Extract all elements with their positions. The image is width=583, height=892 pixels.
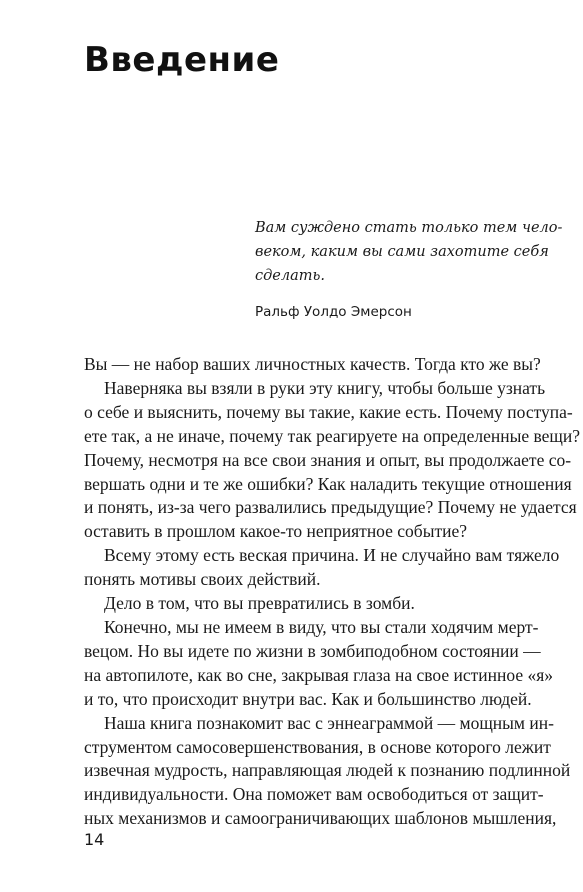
text-line: извечная мудрость, направляющая людей к познанию подлинной xyxy=(84,760,571,781)
text-line: на автопилоте, как во сне, закрывая глаза на свое истинное «я» xyxy=(84,664,554,685)
epigraph-line: сделать. xyxy=(255,268,326,284)
text-line: струментом самосовершенствования, в основе которого лежит xyxy=(84,736,551,757)
text-line: Наверняка вы взяли в руки эту книгу, чтобы больше узнать xyxy=(104,377,546,398)
text-line: и понять, из-за чего развалились предыдущие? Почему не удается xyxy=(84,497,577,518)
text-line: о себе и выяснить, почему вы такие, какие есть. Почему поступа- xyxy=(84,401,573,422)
epigraph xyxy=(255,216,563,322)
text-line: ете так, а не иначе, почему так реагируете на определенные вещи? xyxy=(84,425,581,446)
body-text xyxy=(84,353,581,831)
page-number: 14 xyxy=(84,830,105,849)
epigraph-line: веком, каким вы сами захотите себя xyxy=(255,244,549,260)
text-line: вецом. Но вы идете по жизни в зомбиподобном состоянии — xyxy=(84,640,541,661)
text-line: Вы — не набор ваших личностных качеств. Тогда кто же вы? xyxy=(84,354,541,374)
text-line: понять мотивы своих действий. xyxy=(84,569,321,590)
epigraph-author: Ральф Уолдо Эмерсон xyxy=(255,304,412,320)
epigraph-quote xyxy=(255,216,563,288)
text-line: вершать одни и те же ошибки? Как наладить текущие отношения xyxy=(84,473,572,494)
text-line: и то, что происходит внутри вас. Как и большинство людей. xyxy=(84,688,532,709)
epigraph-line: Вам суждено стать только тем чело- xyxy=(255,220,563,236)
page-title: Введение xyxy=(84,40,280,80)
text-line: Наша книга познакомит вас с эннеаграммой — мощным ин- xyxy=(104,712,554,733)
text-line: Почему, несмотря на все свои знания и опыт, вы продолжаете со- xyxy=(84,449,572,470)
text-line: оставить в прошлом какое-то неприятное событие? xyxy=(84,521,468,542)
text-line: Всему этому есть веская причина. И не случайно вам тяжело xyxy=(104,545,560,566)
text-line: Дело в том, что вы превратились в зомби. xyxy=(104,593,415,614)
text-line: индивидуальности. Она поможет вам освободиться от защит- xyxy=(84,784,544,805)
text-line: Конечно, мы не имеем в виду, что вы стали ходячим мерт- xyxy=(104,616,539,637)
text-line: ных механизмов и самоограничивающих шаблонов мышления, xyxy=(84,808,557,829)
